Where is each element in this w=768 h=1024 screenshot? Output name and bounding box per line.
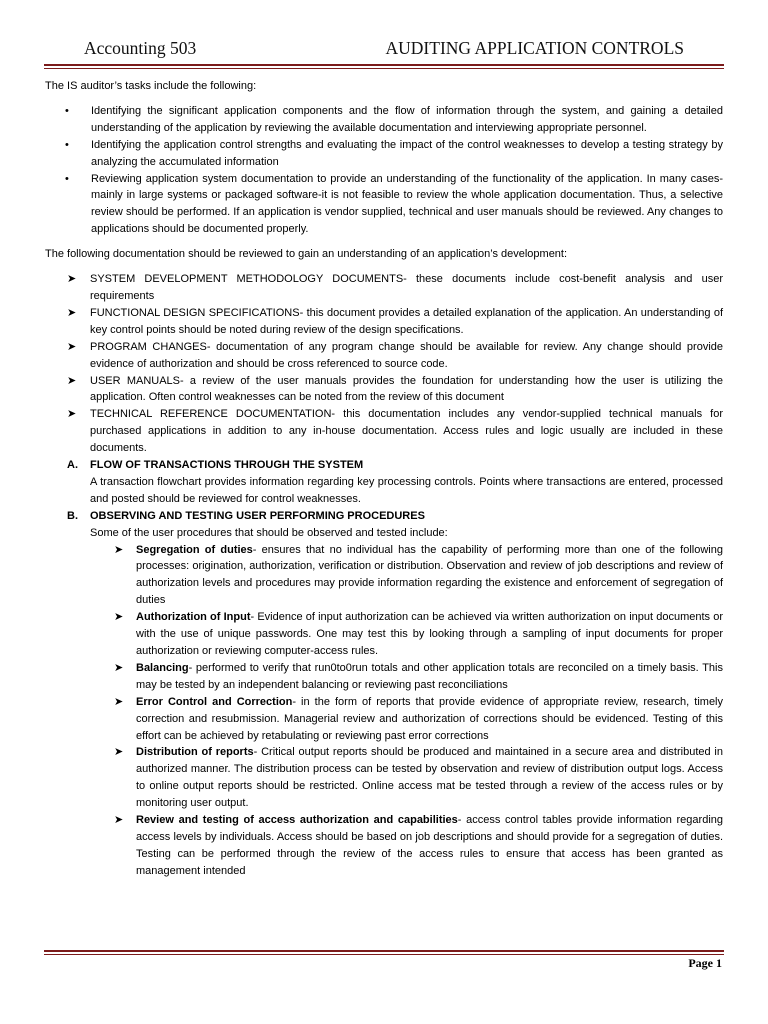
arrow-bullet-icon: ➤ [67,374,77,387]
task-item: • Identifying the significant application components and the flow of information through the system, and gaining a detailed understanding of the application by reviewing the available documentation and interviewing appropriate personnel. [45,103,723,137]
section-marker: B. [67,509,78,522]
procedure-item [90,812,723,880]
footer-rule-thin [44,954,724,955]
procedure-text: - Critical output reports should be produced and maintained in a secure area and distributed in authorized manner. The distribution process can be tested by observation and review of distribution output logs. Access to online output reports should be restricted. Online access mat be tested through a review of the access rules or by monitoring user output. [136,746,723,810]
documentation-list [45,271,723,457]
task-list [45,103,723,238]
task-item: • Reviewing application system documentation to provide an understanding of the functionality of the application. In many cases- mainly in large systems or packaged software-it is not feasible to review the whole application documentation. Thus, a selective review should be performed. If an application is vendor supplied, technical and user manuals should be reviewed. Any changes to applications should be documented properly. [45,171,723,239]
procedure-term: Distribution of reports [136,746,254,759]
page-header [84,38,684,59]
arrow-bullet-icon: ➤ [67,340,77,353]
course-title: Accounting 503 [84,38,197,58]
documentation-item: ➤ SYSTEM DEVELOPMENT METHODOLOGY DOCUMENTS- these documents include cost-benefit analysis and user requirements [67,273,723,302]
arrow-bullet-icon: ➤ [114,611,124,624]
header-rule [44,64,724,66]
procedure-item [90,744,723,812]
procedure-list [90,542,723,880]
intro-paragraph: The IS auditor’s tasks include the following: [45,80,257,92]
procedure-term: Error Control and Correction [136,695,293,708]
procedure-text: - ensures that no individual has the capability of performing more than one of the following processes: origination, authorization, verification or distribution. Observation and review of job descriptions and review of authorization levels and procedures may provide information regarding the existence and enforcement of segregation of duties [136,543,723,607]
documentation-item: ➤ PROGRAM CHANGES- documentation of any program change should be available for review. Any change should provide evidence of authorization and should be cross referenced to source code. [67,340,723,370]
arrow-bullet-icon: ➤ [114,814,124,827]
procedure-term: Review and testing of access authorization and capabilities [136,814,458,827]
task-item: • Identifying the application control strengths and evaluating the impact of the control weaknesses to develop a testing strategy by analyzing the accumulated information [45,137,723,171]
procedure-text: - Evidence of input authorization can be achieved via written authorization on input documents or with the use of unique passwords. One may test this by looking through a sampling of input documents for proper authorization or reviewing computer-access rules. [136,611,724,657]
page-number: Page 1 [688,956,722,970]
arrow-bullet-icon: ➤ [114,746,124,759]
documentation-item: ➤ USER MANUALS- a review of the user manuals provides the foundation for understanding how the user is utilizing the application. Often control weaknesses can be noted from the review of this document [67,374,723,404]
arrow-bullet-icon: ➤ [114,661,124,674]
procedure-text: - in the form of reports that provide evidence of appropriate review, research, timely correction and resubmission. Managerial review and authorization of corrections should be evidenced. Testing of this effort can be achieved by retabulating or reviewing past error corrections [136,695,724,742]
procedure-text: - access control tables provide information regarding access levels by individuals. Access should be based on job descriptions and should provide for a segregation of duties. Testing can be performed through the review of the access rules to ensure that access has been granted as management intended [136,814,723,877]
procedure-text: - performed to verify that run0to0run totals and other application totals are reconciled on a timely basis. This may be tested by an independent balancing or reviewing past reconciliations [136,661,723,691]
procedure-item [90,542,723,610]
section-marker: A. [67,459,78,472]
procedure-term: Segregation of duties [136,543,253,556]
arrow-bullet-icon: ➤ [67,306,77,319]
footer-rule [44,950,724,952]
arrow-bullet-icon: ➤ [67,273,77,286]
section-title: OBSERVING AND TESTING USER PERFORMING PROCEDURES [90,509,425,522]
arrow-bullet-icon: ➤ [114,695,124,708]
documentation-item: ➤ FUNCTIONAL DESIGN SPECIFICATIONS- this document provides a detailed explanation of the application. An understanding of key control points should be noted during review of the design specifications. [67,306,723,336]
section-title: FLOW OF TRANSACTIONS THROUGH THE SYSTEM [90,459,364,472]
header-rule-thin [44,68,724,69]
section-b [45,508,723,880]
documentation-item: ➤ TECHNICAL REFERENCE DOCUMENTATION- this documentation includes any vendor-supplied technical manuals for purchased applications in addition to any in-house documentation. Access rules and logic usually are included in these documents. [67,408,723,455]
procedure-item [90,694,723,745]
section-a [45,457,723,508]
procedure-term: Balancing [136,661,189,674]
arrow-bullet-icon: ➤ [114,543,124,556]
section-body: A transaction flowchart provides information regarding key processing controls. Points where transactions are entered, processed and posted should be reviewed for control weaknesses. [90,475,723,505]
documentation-intro: The following documentation should be reviewed to gain an understanding of an application’s development: [45,248,568,261]
document-title: AUDITING APPLICATION CONTROLS [385,38,684,58]
section-list [45,457,723,880]
procedure-item [90,609,723,660]
section-body: Some of the user procedures that should be observed and tested include: [90,526,448,539]
procedure-term: Authorization of Input [136,611,251,624]
procedure-item [90,660,723,694]
arrow-bullet-icon: ➤ [67,408,77,421]
page-body [45,78,723,880]
